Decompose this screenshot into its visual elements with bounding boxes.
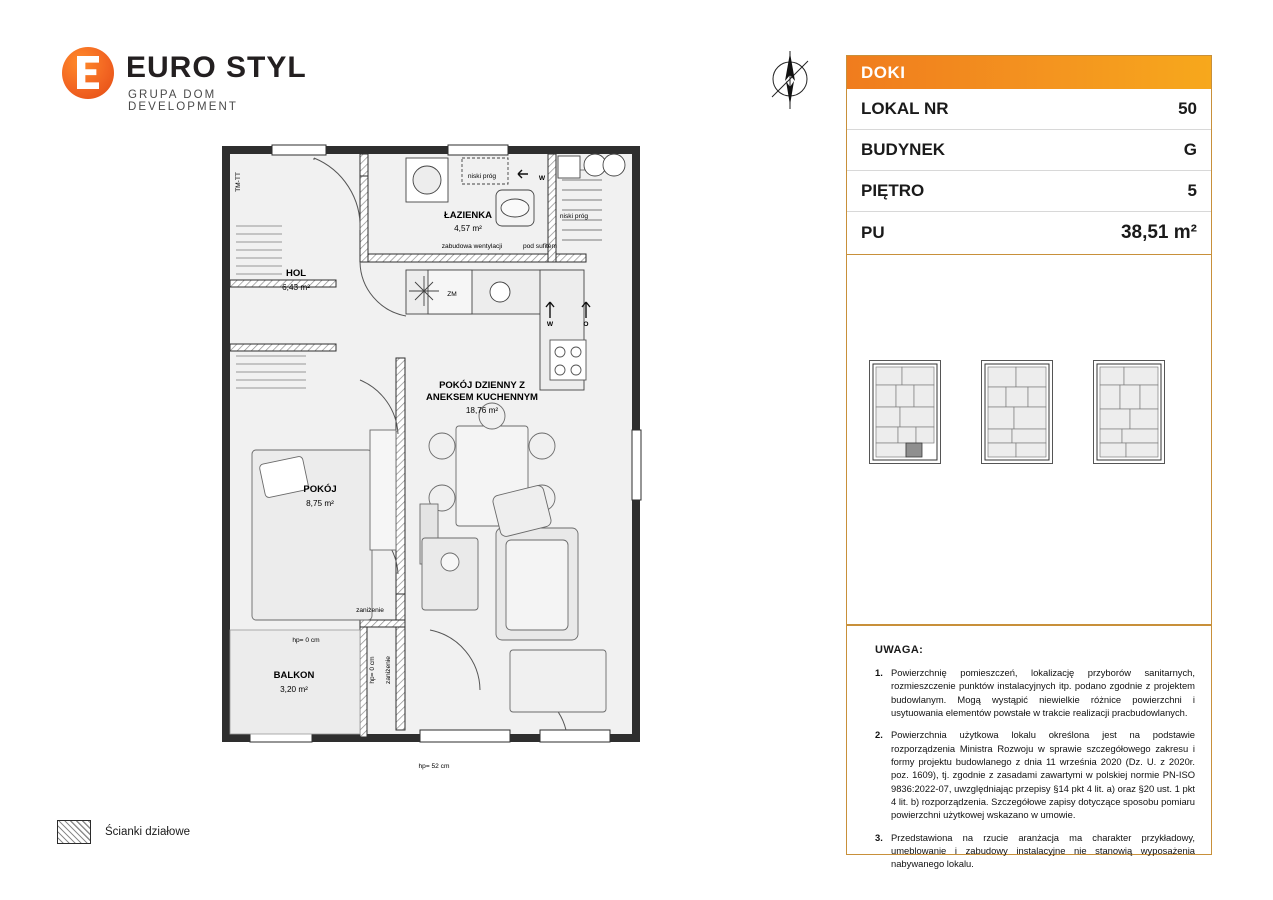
notes-heading: UWAGA: <box>875 644 924 656</box>
company-logo <box>62 45 322 113</box>
keyplan-building-3 <box>1093 360 1165 464</box>
legend <box>57 820 190 844</box>
keyplan-group <box>869 360 1165 464</box>
note-number: 1. <box>875 667 883 678</box>
note-item <box>875 831 1195 871</box>
annotation-zanizenie-1: zaniżenie <box>356 607 384 614</box>
annotation-w-1: W <box>538 175 546 182</box>
info-row-pietro <box>847 171 1211 212</box>
note-text: Powierzchnia użytkowa lokalu określona jest na podstawie rozporządzenia Ministra Rozwoju w sprawie szczegółowego zakresu i formy projektu budowlanego z dnia 11 września 2020 (Dz. U. z 2020r. poz. 1609), tj. zgodnie z zasadami zawartymi w polskiej normie PN-ISO 9836:2022-07, uwzględniając przepisy §14 pkt 4 lit. a) oraz §20 ust. 1 pkt 4 lit. b) rozporządzenia. Szczegółowe zapisy dotyczące sposobu pomiaru powierzchni użytkowej wskazano w umowie. <box>891 729 1195 821</box>
annotation-w-2: W <box>546 321 554 328</box>
note-number: 2. <box>875 729 883 741</box>
info-value-lokal: 50 <box>1178 99 1197 118</box>
note-text: Przedstawiona na rzucie aranżacja ma charakter przykładowy, umeblowanie i zabudowy instalacyjne nie stanowią wyposażenia nabywanego lokalu. <box>891 831 1195 870</box>
note-number: 3. <box>875 831 883 843</box>
notes-panel <box>846 625 1212 870</box>
info-label-budynek: BUDYNEK <box>861 140 946 159</box>
room-label-aneks: ANEKSEM KUCHENNYM <box>426 392 538 403</box>
annotation-niski-prog-2: niski próg <box>559 213 589 220</box>
info-label-pietro: PIĘTRO <box>861 181 925 200</box>
annotation-pod-sufitem: pod sufitem <box>522 243 558 250</box>
euro-styl-logo-icon <box>62 47 114 99</box>
unit-info-panel <box>846 55 1212 255</box>
room-label-lazienka: ŁAZIENKA <box>443 210 493 221</box>
partition-wall-swatch <box>57 820 91 844</box>
info-row-lokal <box>847 89 1211 130</box>
room-area-lazienka: 4,57 m² <box>454 224 482 233</box>
annotation-zanizenie-2: zaniżenie <box>385 656 392 684</box>
floorplan-drawing <box>210 130 680 790</box>
info-row-budynek <box>847 130 1211 171</box>
room-area-hol: 6,43 m² <box>282 283 310 292</box>
annotation-niski-prog-1: niski próg <box>467 173 497 180</box>
room-label-pokoj: POKÓJ <box>303 484 337 495</box>
info-value-pu: 38,51 m² <box>1120 221 1197 243</box>
keyplan-building-2 <box>981 360 1053 464</box>
info-value-pietro: 5 <box>1187 181 1197 200</box>
room-area-pokoj: 8,75 m² <box>306 499 334 508</box>
room-label-pokoj-dzienny: POKÓJ DZIENNY Z <box>439 380 525 391</box>
annotation-zm: ZM <box>447 291 457 298</box>
info-row-pu <box>847 212 1211 253</box>
project-name: DOKI <box>847 56 1211 89</box>
room-area-pokoj-dzienny: 18,76 m² <box>465 406 499 415</box>
annotation-zabudowa-wentylacji: zabudowa wentylacji <box>441 243 503 250</box>
note-item <box>875 728 1195 821</box>
annotation-o: O <box>583 321 589 328</box>
building-keyplan-panel <box>846 255 1212 625</box>
note-item <box>875 666 1195 719</box>
note-text: Powierzchnię pomieszczeń, lokalizację przyborów sanitarnych, rozmieszczenie punktów instalacyjnych itp. podano zgodnie z projektem budowlanym. Mogą wystąpić niewielkie różnice powierzchni i usytuowania elementów powstałe w trakcie realizacji pracbudowlanych. <box>891 667 1195 719</box>
info-label-pu: PU <box>861 222 885 242</box>
logo-title: EURO STYL <box>126 51 307 84</box>
keyplan-building-1 <box>869 360 941 464</box>
info-value-budynek: G <box>1183 140 1197 159</box>
annotation-hp-0-1: hp= 0 cm <box>292 637 320 644</box>
info-label-lokal: LOKAL NR <box>861 99 949 118</box>
legend-label: Ścianki działowe <box>105 826 191 838</box>
annotation-hp-0-2: hp= 0 cm <box>369 656 376 684</box>
room-label-balkon: BALKON <box>273 670 315 681</box>
annotation-hp-52: hp= 52 cm <box>418 763 450 770</box>
logo-subtitle: GRUPA DOM DEVELOPMENT <box>128 89 239 113</box>
room-label-hol: HOL <box>285 268 307 279</box>
annotation-tm-tt: TM-TT <box>235 172 242 192</box>
room-area-balkon: 3,20 m² <box>280 685 308 694</box>
compass-icon <box>762 45 818 115</box>
